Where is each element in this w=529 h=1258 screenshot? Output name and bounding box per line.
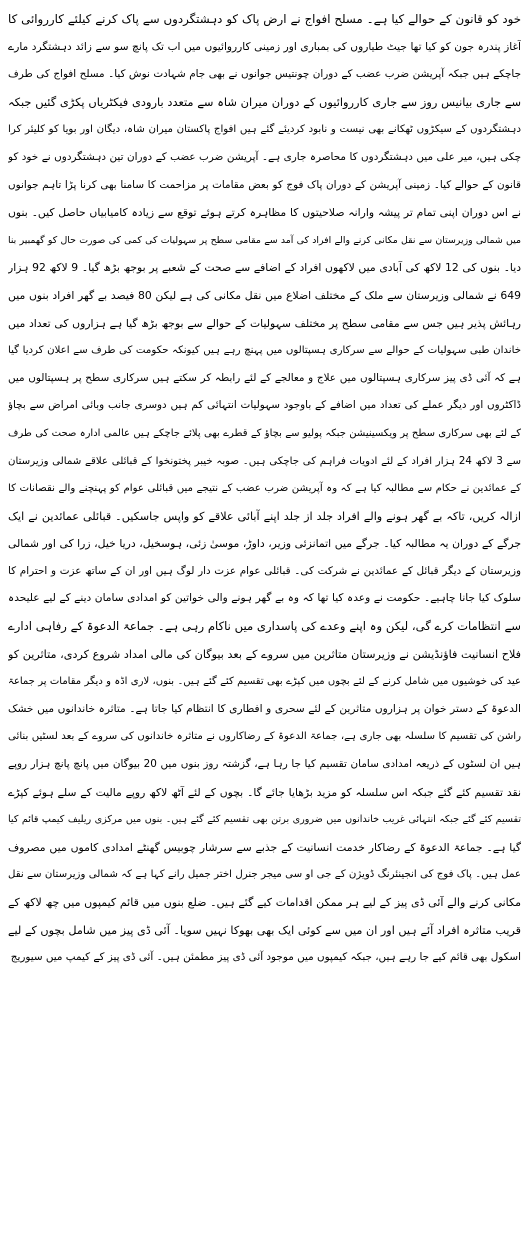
- article-line: سلوک کیا جانا چاہیے۔ حکومت نے وعدہ کیا تھا کہ وہ بے گھر ہونے والی خواتین کو امدادی سامان دینے کے لیے علیحدہ: [8, 592, 521, 605]
- article-line: فلاح انسانیت فاؤنڈیشن نے وزیرستان متاثرین میں سروے کے بعد بیوگان کی مالی امداد شروع کردی، متاثرین کو: [8, 647, 521, 661]
- article-line: ڈاکٹروں اور دیگر عملے کی تعداد میں اضافے کے باوجود سہولیات انتہائی کم ہیں دوسری جانب وبائی امراض سے بچاؤ: [8, 399, 521, 412]
- article-line: ہیں ان لسٹوں کے ذریعہ امدادی سامان تقسیم کیا جا رہا ہے، گزشتہ روز بنوں میں 20 بیوگان میں پانچ پانچ ہزار روپے: [8, 758, 521, 771]
- article-body: [8, 6, 521, 1254]
- article-line: راشن کی تقسیم کا سلسلہ بھی جاری ہے، جماعۃ الدعوۃ کے رضاکاروں نے متاثرہ خاندانوں کی سروے کے بعد لسٹیں بنائی: [8, 731, 521, 743]
- article-line: رہائش پذیر ہیں جس سے مقامی سطح پر مختلف سہولیات کے حوالے سے بوجھ بڑھ گیا ہے ہزاروں کی تعداد میں: [8, 316, 521, 330]
- article-line: کے عمائدین نے حکام سے مطالبہ کیا ہے کہ وہ آپریشن ضرب عضب کے نتیجے میں قبائلی عوام کو پہنچنے والے نقصانات کا: [8, 483, 521, 495]
- article-line: خاندان طبی سہولیات کے حوالے سے سرکاری ہسپتالوں میں پہنچ رہے ہیں کیونکہ حکومت کی طرف سے اعلان کردیا گیا: [8, 345, 521, 357]
- article-line: ہے کہ آئی ڈی پیز سرکاری ہسپتالوں میں علاج و معالجے کے لئے رابطہ کر سکتے ہیں سرکاری سطح پر ہسپتالوں میں: [8, 371, 521, 384]
- article-line: آغاز پندرہ جون کو کیا تھا جیٹ طیاروں کی بمباری اور زمینی کارروائیوں میں اب تک پانچ سو سے زائد دہشتگرد مارے: [8, 40, 521, 53]
- article-line: الدعوۃ کے دستر خوان پر ہزاروں متاثرین کے لئے سحری و افطاری کا انتظام کیا جاتا ہے۔ متاثرہ خاندانوں میں خشک: [8, 702, 521, 715]
- article-line: سے انتظامات کرے گی، لیکن وہ اپنے وعدے کی پاسداری میں ناکام رہی ہے۔ جماعۃ الدعوۃ کے رفاہی ادارے: [8, 619, 521, 634]
- article-line: خود کو قانون کے حوالے کیا ہے۔ مسلح افواج نے ارض پاک کو دہشتگردوں سے پاک کرنے کیلئے کارروائی کا: [8, 12, 521, 26]
- article-line: میں شمالی وزیرستان سے نقل مکانی کرنے والے افراد کی آمد سے مقامی سطح پر سہولیات کی کمی کی صورت حال کو گھمبیر بنا: [8, 234, 521, 246]
- article-line: 649 نے شمالی وزیرستان سے ملک کے مختلف اضلاع میں نقل مکانی کی ہے لیکن 80 فیصد بے گھر افراد بنوں میں: [8, 288, 521, 302]
- article-line: دہشتگردوں کے سیکڑوں ٹھکانے بھی نیست و نابود کردیئے گئے ہیں افواج پاکستان میران شاہ، دیگان اور بویا کو کلیئر کرا: [8, 124, 521, 136]
- article-line: دیا۔ بنوں کی 12 لاکھ کی آبادی میں لاکھوں افراد کے اضافے سے صحت کے شعبے پر بوجھ بڑھ گیا۔ 9 لاکھ 92 ہزار: [8, 261, 521, 275]
- article-line: اسکول بھی قائم کیے جا رہے ہیں، جبکہ کیمپوں میں موجود آئی ڈی پیز مطمئن ہیں۔ آئی ڈی پیز کے کیمپ میں سیوریج: [10, 951, 521, 964]
- article-line: سے 3 لاکھ 24 ہزار افراد کے لئے ادویات فراہم کی جاچکی ہیں۔ صوبہ خیبر پختونخوا کے قبائلی علاقے شمالی وزیرستان: [8, 455, 521, 467]
- article-line: چکی ہیں، میر علی میں دہشتگردوں کا محاصرہ جاری ہے۔ آپریشن ضرب عضب کے دوران تین دہشتگردوں نے خود کو: [8, 150, 521, 163]
- article-line: جرگے کے دوران یہ مطالبہ کیا۔ جرگے میں اتمانزئی وزیر، داوڑ، موسیٰ زئی، ہوسخیل، دریا خیل، زرا کی اور شمالی: [8, 537, 521, 551]
- article-line: قانون کے حوالے کیا۔ زمینی آپریشن کے دوران پاک فوج کو بعض مقامات پر مزاحمت کا سامنا بھی کرنا پڑا تاہم جوانوں: [8, 178, 521, 191]
- article-line: تقسیم کئے گئے جبکہ انتہائی غریب خاندانوں میں ضروری برتن بھی تقسیم کئے گئے ہیں۔ بنوں میں مرکزی ریلیف کیمپ قائم کیا: [8, 814, 521, 826]
- article-line: عمل ہیں۔ پاک فوج کی انجینئرنگ ڈویژن کے جی او سی میجر جنرل اختر جمیل رانے کہا ہے کہ شمالی وزیرستان سے نقل: [8, 869, 521, 881]
- article-line: کے لئے بھی سرکاری سطح پر ویکسینیشن جبکہ پولیو سے بچاؤ کے قطرے بھی پلائے جاچکے ہیں عالمی ادارہ صحت کی طرف: [8, 427, 521, 439]
- article-line: عید کی خوشیوں میں شامل کرنے کے لئے بچوں میں کپڑے بھی تقسیم کئے گئے ہیں۔ بنوں، لاری اڈہ و دیگر مقامات پر جماعۃ: [8, 676, 521, 688]
- article-line: سے جاری بیانیس روز سے جاری کارروائیوں کے دوران میران شاہ سے متعدد بارودی فیکٹریاں پکڑی گئیں جبکہ: [8, 94, 521, 109]
- article-line: نقد تقسیم کئے گئے جبکہ اس سلسلہ کو مزید بڑھایا جائے گا۔ بچوں کے لئے آٹھ لاکھ روپے مالیت کے سلے ہوئے کپڑے: [8, 785, 521, 799]
- article-line: نے اس دوران اپنی تمام تر پیشہ وارانہ صلاحیتوں کا مظاہرہ کرتے ہوئے توقع سے زیادہ کامیابیاں حاصل کیں۔ بنوں: [8, 206, 521, 220]
- article-line: وزیرستان کے دیگر قبائل کے عمائدین نے شرکت کی۔ قبائلی عوام عزت دار لوگ ہیں اور ان کے ساتھ عزت و احترام کا: [8, 564, 521, 577]
- article-line: مکانی کرنے والے آئی ڈی پیز کے لیے ہر ممکن اقدامات کیے گئے ہیں۔ ضلع بنوں میں قائم کیمپوں میں چھ لاکھ کے: [8, 896, 521, 909]
- article-line: ازالہ کریں، تاکہ بے گھر ہونے والے افراد جلد از جلد اپنے آبائی علاقے کو واپس جاسکیں۔ قبائلی عمائدین نے ایک: [8, 509, 521, 523]
- article-line: قریب متاثرہ افراد آئے ہیں اور ان میں سے کوئی ایک بھی بھوکا نہیں سویا۔ آئی ڈی پیز میں شامل بچوں کے لیے: [8, 923, 521, 937]
- article-line: گیا ہے۔ جماعۃ الدعوۃ کے رضاکار خدمت انسانیت کے جذبے سے سرشار چوبیس گھنٹے امدادی کاموں میں مصروف: [8, 840, 521, 854]
- article-line: جاچکے ہیں جبکہ آپریشن ضرب عضب کے دوران چونتیس جوانوں نے بھی جام شہادت نوش کیا۔ مسلح افواج کی طرف: [8, 68, 521, 81]
